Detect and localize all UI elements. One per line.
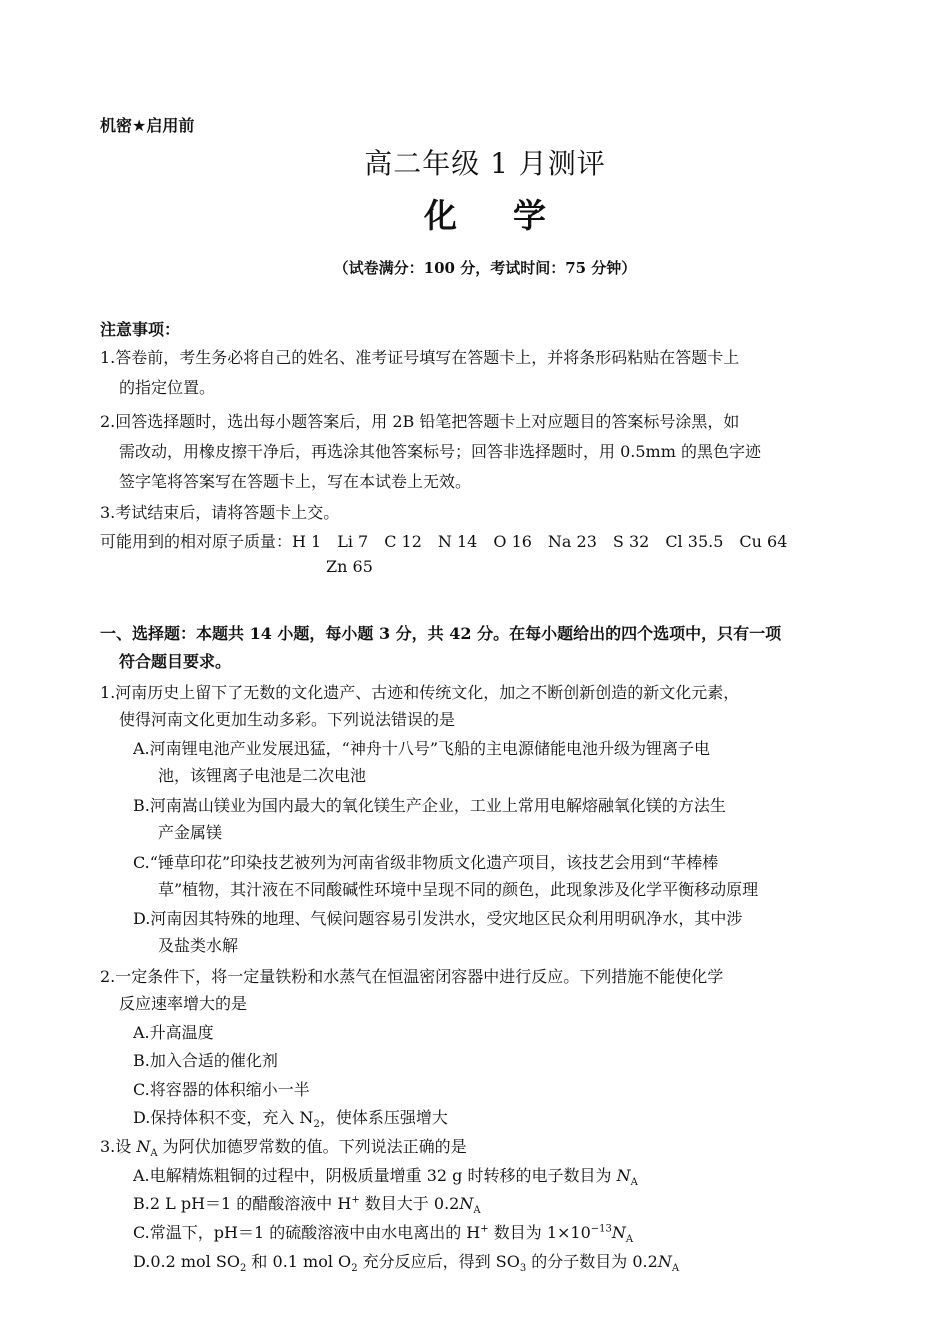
notice-heading: 注意事项： bbox=[100, 320, 181, 339]
notice-line: 3.考试结束后，请将答题卡上交。 bbox=[100, 503, 340, 522]
option-a: A.河南锂电池产业发展迅猛，“神舟十八号”飞船的主电源储能电池升级为锂离子电 bbox=[133, 739, 711, 758]
option-c: C.“锤草印花”印染技艺被列为河南省级非物质文化遗产项目，该技艺会用到“芊棒棒 bbox=[133, 853, 719, 872]
question-stem: 1.河南历史上留下了无数的文化遗产、古迹和传统文化，加之不断创新创造的新文化元素， bbox=[100, 683, 740, 702]
option-d: D.0.2 mol $SO_2$ 和 0.1 mol $O_2$ 充分反应后，得到 $SO_3$ 的分子数目为 $0.2N_A$ bbox=[133, 1252, 680, 1275]
question-stem: 反应速率增大的是 bbox=[119, 994, 248, 1013]
exam-info: （试卷满分：100 分，考试时间：75 分钟） bbox=[333, 259, 637, 277]
option-d: D.河南因其特殊的地理、气候问题容易引发洪水，受灾地区民众利用明矾净水，其中涉 bbox=[133, 909, 743, 928]
option-a: A.电解精炼粗铜的过程中，阴极质量增重 32 g 时转移的电子数目为 $N_A$ bbox=[133, 1166, 638, 1189]
option-b: B.河南嵩山镁业为国内最大的氧化镁生产企业，工业上常用电解熔融氧化镁的方法生 bbox=[133, 796, 726, 815]
notice-line: 1.答卷前，考生务必将自己的姓名、准考证号填写在答题卡上，并将条形码粘贴在答题卡上 bbox=[100, 348, 740, 367]
confidential-label: 机密★启用前 bbox=[100, 116, 195, 135]
question-stem: 3.设 $N_A$ 为阿伏加德罗常数的值。下列说法正确的是 bbox=[100, 1137, 467, 1160]
atomic-mass-line: 可能用到的相对原子质量：H 1 Li 7 C 12 N 14 O 16 Na 23 S 32 Cl 35.5 Cu 64 bbox=[100, 532, 788, 551]
option-c: 草”植物，其汁液在不同酸碱性环境中呈现不同的颜色，此现象涉及化学平衡移动原理 bbox=[158, 880, 759, 899]
option-a: 池，该锂离子电池是二次电池 bbox=[158, 766, 367, 785]
option-b: 产金属镁 bbox=[158, 823, 223, 842]
section-heading: 一、选择题：本题共 14 小题，每小题 3 分，共 42 分。在每小题给出的四个选项中，只有一项 bbox=[100, 624, 782, 643]
notice-line: 需改动，用橡皮擦干净后，再选涂其他答案标号；回答非选择题时，用 0.5mm 的黑色字迹 bbox=[119, 442, 761, 461]
question-stem: 使得河南文化更加生动多彩。下列说法错误的是 bbox=[119, 710, 456, 729]
notice-line: 签字笔将答案写在答题卡上，写在本试卷上无效。 bbox=[119, 472, 472, 491]
notice-line: 的指定位置。 bbox=[119, 378, 216, 397]
section-heading: 符合题目要求。 bbox=[119, 652, 232, 671]
subject-title: 化学 bbox=[424, 196, 602, 235]
notice-line: 2.回答选择题时，选出每小题答案后，用 2B 铅笔把答题卡上对应题目的答案标号涂黑，如 bbox=[100, 412, 740, 431]
option-c: C.将容器的体积缩小一半 bbox=[133, 1080, 310, 1099]
option-d: 及盐类水解 bbox=[158, 936, 239, 955]
atomic-mass-line: Zn 65 bbox=[326, 557, 373, 576]
option-b: B.2 L pH＝1 的醋酸溶液中 H+ 数目大于 $0.2N_A$ bbox=[133, 1194, 481, 1217]
question-stem: 2.一定条件下，将一定量铁粉和水蒸气在恒温密闭容器中进行反应。下列措施不能使化学 bbox=[100, 967, 724, 986]
option-c: C.常温下，pH＝1 的硫酸溶液中由水电离出的 H+ 数目为 $1\times 10^{-13}N_A$ bbox=[133, 1223, 634, 1246]
option-a: A.升高温度 bbox=[133, 1023, 214, 1042]
exam-title: 高二年级 1 月测评 bbox=[364, 147, 606, 180]
option-b: B.加入合适的催化剂 bbox=[133, 1051, 278, 1070]
option-d: D.保持体积不变，充入 $N_2$，使体系压强增大 bbox=[133, 1108, 448, 1131]
